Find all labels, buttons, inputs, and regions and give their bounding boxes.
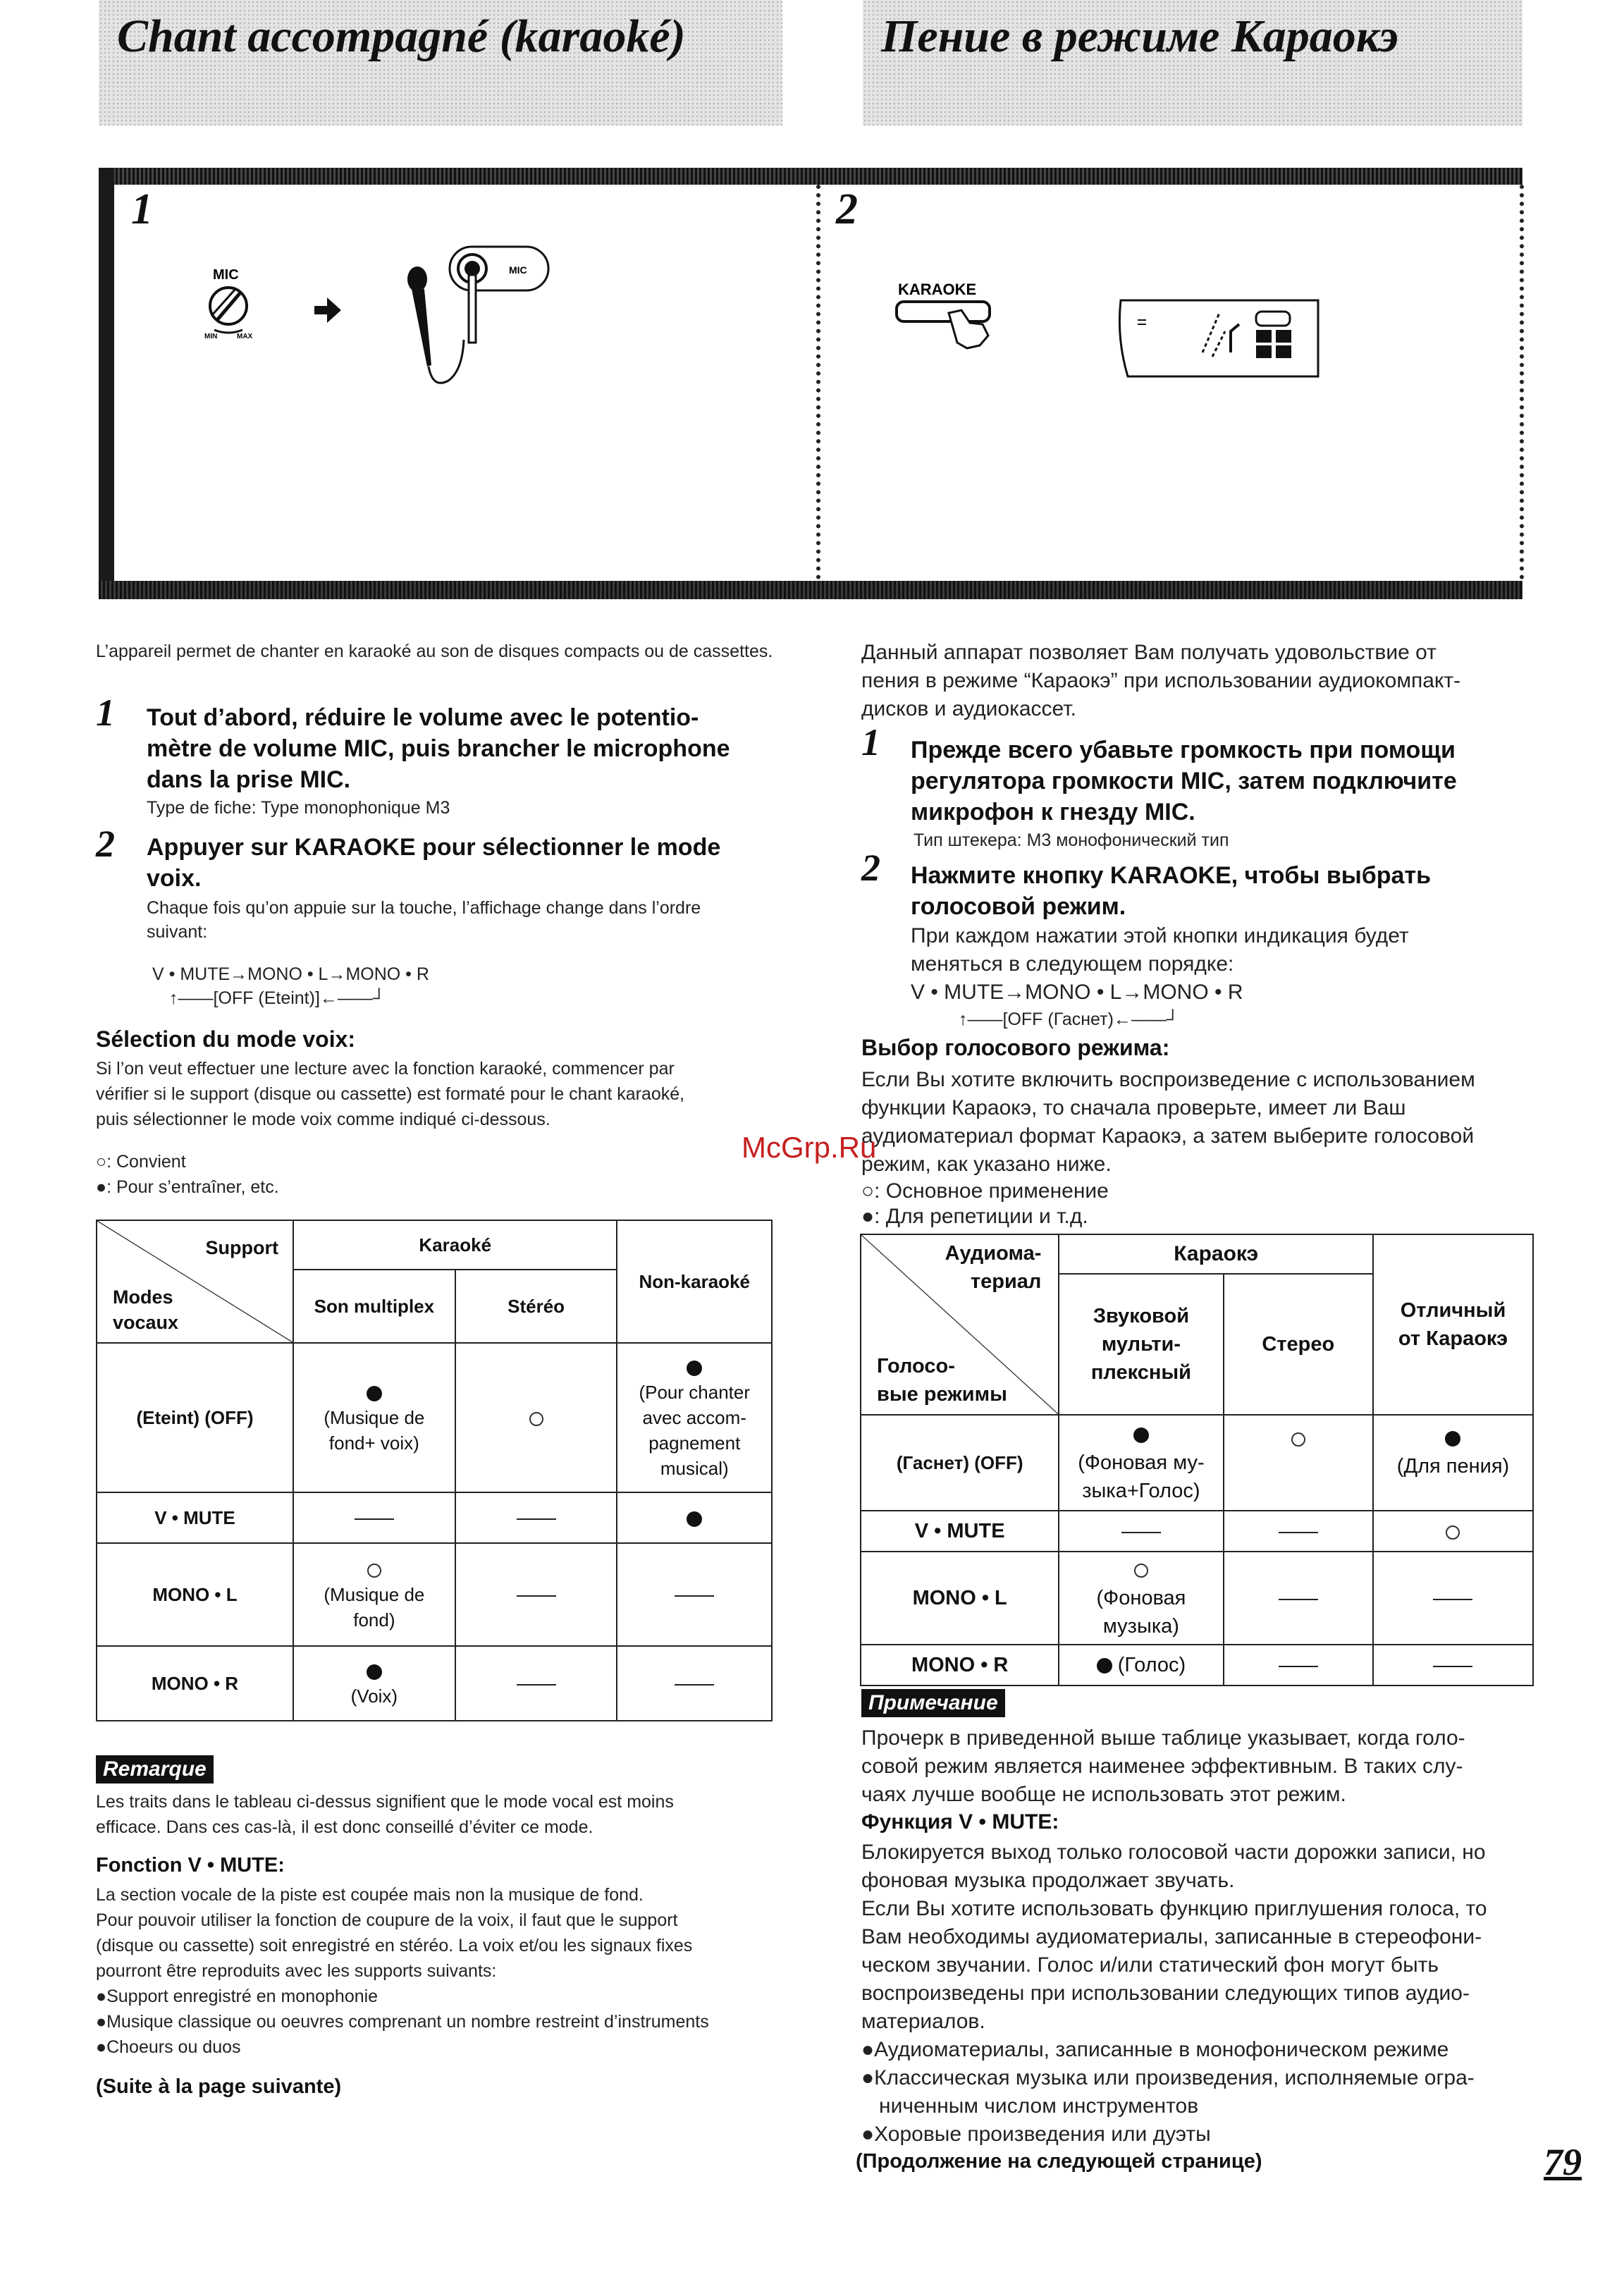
ru-cell-off-non (1373, 1415, 1533, 1511)
ru-vmute-text-6: воспроизведены при использовании следующих типов аудио- (861, 1982, 1470, 2005)
fr-step1-line3: dans la prise MIC. (147, 766, 351, 793)
ru-step2-text-2: меняться в следующем порядке: (911, 952, 1234, 976)
fr-row-monor: MONO • R (97, 1646, 293, 1721)
ru-step1-line3: микрофон к гнезду MIC. (911, 799, 1195, 825)
ru-legend-dot: ●: Для репетиции и т.д. (861, 1205, 1088, 1228)
fr-off-non-line4: musical) (660, 1458, 729, 1479)
fr-corner-bottom-2: vocaux (113, 1312, 179, 1333)
ru-vmute-text-4: Вам необходимы аудиоматериалы, записанные в стереофони- (861, 1925, 1482, 1948)
ru-col-stereo: Стерео (1224, 1274, 1373, 1415)
fr-cell-monor-stereo (455, 1646, 617, 1721)
ru-note-badge: Примечание (861, 1689, 1005, 1717)
fr-vmute-text-5: ●Support enregistré en monophonie (96, 1987, 379, 2006)
dash-icon (1433, 1666, 1472, 1667)
mic-knob-label: MIC (213, 267, 239, 283)
fr-corner-top: Support (205, 1237, 278, 1258)
karaoke-illustration (888, 275, 1339, 402)
ring-icon (1291, 1432, 1305, 1447)
karaoke-button-label: KARAOKE (898, 281, 977, 298)
ru-corner-bottom-2: вые режимы (877, 1383, 1007, 1406)
mic-illustration (197, 233, 578, 402)
ru-row-monor: MONO • R (861, 1645, 1059, 1686)
mic-max-label: MAX (237, 333, 253, 340)
figure-step-2: 2 (836, 185, 858, 233)
ru-step1-line2: регулятора громкости MIC, затем подключите (911, 768, 1457, 794)
ru-table-corner (861, 1234, 1059, 1415)
ru-cell-monor-non (1373, 1645, 1533, 1686)
ru-col-non-line1: Отличный (1400, 1299, 1506, 1322)
dash-icon (1121, 1532, 1161, 1533)
ru-corner-bottom-1: Голосо- (877, 1355, 955, 1377)
ru-monol-multiplex-line1: (Фоновая (1096, 1587, 1186, 1609)
ru-col-non-karaoke (1373, 1234, 1533, 1415)
fr-step1-number: 1 (96, 692, 115, 734)
ru-monor-multiplex-text: (Голос) (1117, 1654, 1186, 1676)
fr-monor-multiplex-text: (Voix) (350, 1686, 398, 1707)
ru-col-multiplex (1059, 1274, 1223, 1415)
fr-step2-number: 2 (96, 823, 115, 865)
ru-col-non-line2: от Караокэ (1398, 1327, 1508, 1350)
ru-vmute-text-7: материалов. (861, 2010, 985, 2033)
fr-off-non-line3: pagnement (648, 1432, 741, 1454)
dash-icon (517, 1684, 556, 1686)
watermark: McGrp.Ru (742, 1131, 877, 1164)
ru-vmute-text-1: Блокируется выход только голосовой части дорожки записи, но (861, 1841, 1486, 1864)
fr-row-vmute: V • MUTE (97, 1492, 293, 1543)
fr-section-text-2: vérifier si le support (disque ou cassette) est formaté pour le chant karaoké, (96, 1084, 685, 1104)
ru-cell-monor-multiplex (1059, 1645, 1223, 1686)
figure-bottom-border (99, 581, 1522, 599)
dot-icon (1445, 1431, 1460, 1447)
fr-section-title: Sélection du mode voix: (96, 1026, 356, 1052)
fr-col-karaoke: Karaoké (293, 1220, 617, 1270)
display-panel-icon (1119, 300, 1318, 376)
fr-legend-ring: ○: Convient (96, 1152, 186, 1172)
ru-row-monol: MONO • L (861, 1552, 1059, 1645)
header-fr-band (99, 0, 782, 125)
fr-voice-mode-table (96, 1220, 773, 1721)
fr-cell-monol-multiplex (293, 1543, 455, 1646)
ru-vmute-text-9: ●Классическая музыка или произведения, исполняемые огра- (861, 2066, 1475, 2089)
fr-section-text-1: Si l’on veut effectuer une lecture avec la fonction karaoké, commencer par (96, 1059, 675, 1079)
fr-legend-dot: ●: Pour s’entraîner, etc. (96, 1177, 279, 1197)
fr-remark-text-1: Les traits dans le tableau ci-dessus signifient que le mode vocal est moins (96, 1792, 674, 1812)
ring-icon (1134, 1564, 1148, 1578)
fr-off-multiplex-line1: (Musique de (324, 1407, 425, 1428)
page-number: 79 (1544, 2141, 1582, 2183)
fr-step2-text-1: Chaque fois qu’on appuie sur la touche, l’affichage change dans l’ordre (147, 898, 701, 918)
figure-step-1: 1 (131, 185, 153, 233)
figure-left-border (99, 168, 114, 599)
ru-step2-line2: голосовой режим. (911, 893, 1126, 920)
ru-sequence-back: ↑——[OFF (Гаснет)←——┘ (959, 1009, 1179, 1029)
figure-right-border (1520, 185, 1524, 579)
fr-vmute-text-4: pourront être reproduits avec les supports suivants: (96, 1961, 497, 1981)
dot-icon (367, 1386, 382, 1401)
dot-icon (1097, 1658, 1112, 1674)
header-ru-title: Пение в режиме Караокэ (881, 11, 1398, 62)
fr-row-monol: MONO • L (97, 1543, 293, 1646)
fr-vmute-text-7: ●Choeurs ou duos (96, 2037, 241, 2057)
ru-vmute-title: Функция V • MUTE: (861, 1810, 1059, 1834)
fr-remark-badge: Remarque (96, 1755, 214, 1783)
ru-step1-note: Тип штекера: M3 монофонический тип (914, 830, 1229, 850)
fr-col-non-karaoke: Non-karaoké (617, 1220, 772, 1343)
ru-step2-number: 2 (861, 847, 880, 889)
ru-vmute-text-10: ниченным числом инструментов (861, 2094, 1199, 2118)
fr-cell-monor-multiplex (293, 1646, 455, 1721)
ru-note-text-2: совой режим является наименее эффективным. В таких слу- (861, 1755, 1463, 1778)
karaoke-button-icon (897, 302, 990, 321)
header-fr-title: Chant accompagné (karaoké) (117, 11, 686, 62)
ru-cell-vmute-stereo (1224, 1511, 1373, 1552)
dash-icon (1279, 1532, 1318, 1533)
ru-col-multiplex-line3: плексный (1090, 1361, 1191, 1384)
ru-cell-off-multiplex (1059, 1415, 1223, 1511)
fr-monol-multiplex-line2: fond) (353, 1609, 395, 1631)
ru-corner-top-2: териал (970, 1270, 1042, 1293)
ru-section-text-4: режим, как указано ниже. (861, 1153, 1112, 1176)
ru-step1-number: 1 (861, 721, 880, 763)
ru-intro-3: дисков и аудиокассет. (861, 697, 1076, 720)
dot-icon (1133, 1428, 1149, 1443)
ru-note-text-1: Прочерк в приведенной выше таблице указывает, когда голо- (861, 1726, 1465, 1750)
dash-icon (1433, 1599, 1472, 1600)
ru-note-text-3: чаях лучше вообще не использовать этот режим. (861, 1783, 1346, 1806)
fr-row-off: (Eteint) (OFF) (97, 1343, 293, 1492)
dash-icon (517, 1595, 556, 1597)
dot-icon (687, 1361, 702, 1376)
mic-jack-icon (450, 247, 548, 343)
ru-sequence: V • MUTE→MONO • L→MONO • R (911, 981, 1243, 1004)
ru-off-multiplex-line2: зыка+Голос) (1082, 1480, 1200, 1502)
ru-monol-multiplex-line2: музыка) (1102, 1615, 1179, 1638)
ru-cell-monol-non (1373, 1552, 1533, 1645)
ru-cell-monor-stereo (1224, 1645, 1373, 1686)
mic-volume-knob-icon (210, 288, 247, 333)
fr-sequence-back: ↑——[OFF (Eteint)]←——┘ (169, 988, 386, 1008)
ru-vmute-text-2: фоновая музыка продолжает звучать. (861, 1869, 1235, 1892)
fr-step2-line2: voix. (147, 865, 202, 892)
fr-cell-off-non (617, 1343, 772, 1492)
fr-step1-note: Type de fiche: Type monophonique M3 (147, 798, 450, 818)
ru-cell-monol-multiplex (1059, 1552, 1223, 1645)
dash-icon (355, 1518, 394, 1520)
ru-off-non-text: (Для пения) (1396, 1455, 1510, 1478)
ru-step2-line1: Нажмите кнопку KARAOKE, чтобы выбрать (911, 862, 1432, 889)
fr-off-non-line1: (Pour chanter (639, 1382, 750, 1403)
fr-col-stereo: Stéréo (455, 1270, 617, 1343)
ru-voice-mode-table (860, 1234, 1534, 1686)
fr-step1-line2: mètre de volume MIC, puis brancher le microphone (147, 735, 730, 762)
ru-col-karaoke: Караокэ (1059, 1234, 1373, 1274)
fr-step2-line1: Appuyer sur KARAOKE pour sélectionner le mode (147, 834, 721, 861)
mic-jack-label: MIC (509, 264, 527, 276)
fr-vmute-title: Fonction V • MUTE: (96, 1854, 285, 1877)
ru-continued: (Продолжение на следующей странице) (856, 2150, 1262, 2173)
fr-off-non-line2: avec accom- (642, 1407, 746, 1428)
fr-step1-line1: Tout d’abord, réduire le volume avec le potentio- (147, 704, 699, 731)
fr-cell-off-stereo (455, 1343, 617, 1492)
figure-divider (816, 185, 820, 579)
ru-step1-line1: Прежде всего убавьте громкость при помощи (911, 737, 1456, 763)
ru-vmute-text-11: ●Хоровые произведения или дуэты (861, 2123, 1211, 2146)
fr-corner-bottom-1: Modes (113, 1287, 173, 1308)
fr-off-multiplex-line2: fond+ voix) (328, 1432, 419, 1454)
ring-icon (529, 1412, 543, 1426)
dash-icon (675, 1595, 714, 1597)
fr-cell-off-multiplex (293, 1343, 455, 1492)
fr-cell-monol-non (617, 1543, 772, 1646)
fr-col-multiplex: Son multiplex (293, 1270, 455, 1343)
fr-sequence: V • MUTE→MONO • L→MONO • R (152, 964, 429, 984)
dash-icon (1279, 1666, 1318, 1667)
fr-cell-vmute-multiplex (293, 1492, 455, 1543)
ru-legend-ring: ○: Основное применение (861, 1179, 1109, 1203)
ru-corner-top-1: Аудиома- (945, 1242, 1042, 1265)
mic-min-label: MIN (204, 333, 218, 340)
ru-section-text-2: функции Караокэ, то сначала проверьте, имеет ли Ваш (861, 1096, 1406, 1119)
fr-vmute-text-6: ●Musique classique ou oeuvres comprenant un nombre restreint d’instruments (96, 2012, 709, 2032)
fr-cell-vmute-stereo (455, 1492, 617, 1543)
fr-step2-text-2: suivant: (147, 922, 208, 942)
dash-icon (675, 1684, 714, 1686)
fr-continued: (Suite à la page suivante) (96, 2075, 342, 2098)
dash-icon (517, 1518, 556, 1520)
ru-cell-monol-stereo (1224, 1552, 1373, 1645)
ru-vmute-text-8: ●Аудиоматериалы, записанные в монофоническом режиме (861, 2038, 1449, 2061)
fr-cell-monol-stereo (455, 1543, 617, 1646)
figure-top-border (99, 168, 1522, 185)
fr-intro: L’appareil permet de chanter en karaoké au son de disques compacts ou de cassettes. (96, 641, 773, 661)
fr-monol-multiplex-line1: (Musique de (324, 1584, 425, 1605)
fr-table-corner (97, 1220, 293, 1343)
ru-section-title: Выбор голосового режима: (861, 1035, 1170, 1060)
ring-icon (367, 1564, 381, 1578)
arrow-right-icon (314, 297, 341, 323)
ru-cell-off-stereo (1224, 1415, 1373, 1511)
ru-col-multiplex-line1: Звуковой (1093, 1305, 1190, 1327)
ru-row-off: (Гаснет) (OFF) (861, 1415, 1059, 1511)
fr-remark-text-2: efficace. Dans ces cas-là, il est donc conseillé d’éviter ce mode. (96, 1817, 593, 1837)
ru-col-multiplex-line2: мульти- (1101, 1333, 1181, 1356)
dot-icon (367, 1664, 382, 1680)
ru-off-multiplex-line1: (Фоновая му- (1078, 1451, 1205, 1474)
fr-vmute-text-1: La section vocale de la piste est coupée mais non la musique de fond. (96, 1885, 644, 1905)
header-ru-band (863, 0, 1522, 125)
fr-cell-vmute-non (617, 1492, 772, 1543)
fr-vmute-text-3: (disque ou cassette) soit enregistré en stéréo. La voix et/ou les signaux fixes (96, 1936, 693, 1955)
ru-intro-1: Данный аппарат позволяет Вам получать удовольствие от (861, 641, 1437, 664)
fr-vmute-text-2: Pour pouvoir utiliser la fonction de coupure de la voix, il faut que le support (96, 1910, 678, 1930)
ru-vmute-text-5: ческом звучании. Голос и/или статический фон могут быть (861, 1953, 1439, 1977)
ru-step2-text-1: При каждом нажатии этой кнопки индикация будет (911, 924, 1409, 947)
fr-cell-monor-non (617, 1646, 772, 1721)
ru-row-vmute: V • MUTE (861, 1511, 1059, 1552)
ring-icon (1446, 1525, 1460, 1540)
fr-section-text-3: puis sélectionner le mode voix comme indiqué ci-dessous. (96, 1110, 550, 1129)
dot-icon (687, 1511, 702, 1527)
ru-cell-vmute-non (1373, 1511, 1533, 1552)
ru-intro-2: пения в режиме “Караокэ” при использовании аудиокомпакт- (861, 669, 1461, 692)
ru-vmute-text-3: Если Вы хотите использовать функцию приглушения голоса, то (861, 1897, 1487, 1920)
ru-cell-vmute-multiplex (1059, 1511, 1223, 1552)
dash-icon (1279, 1599, 1318, 1600)
ru-section-text-3: аудиоматериал формат Караокэ, а затем выберите голосовой (861, 1124, 1475, 1148)
ru-section-text-1: Если Вы хотите включить воспроизведение с использованием (861, 1068, 1475, 1091)
